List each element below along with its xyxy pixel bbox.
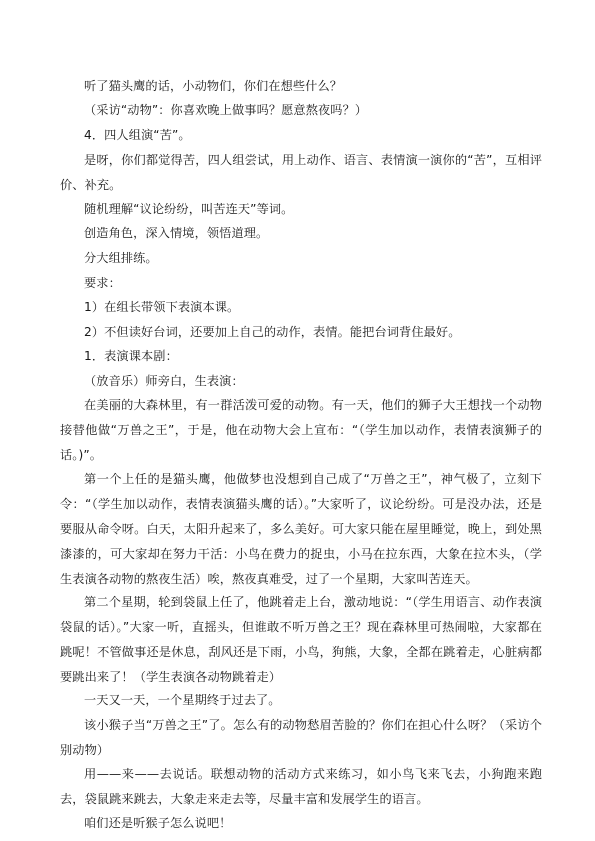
paragraph-12: （放音乐）师旁白，生表演：: [84, 374, 244, 388]
paragraph-3: 4．四人组演“苦”。: [84, 128, 191, 142]
paragraph-2: （采访“动物”：你喜欢晚上做事吗？愿意熬夜吗？）: [84, 103, 368, 117]
paragraph-1: 听了猫头鹰的话，小动物们，你们在想些什么？: [84, 79, 343, 93]
paragraph-15: 第二个星期，轮到袋鼠上任了，他跳着走上台，激动地说：“（学生用语言、动作表演袋鼠的话）。”大家一听，直摇头，但谁敢不听万兽之王？现在森林里可热闹啦，大家都在跳呢！不管做事还是休息，刮风还是下雨，小鸟，狗熊，大象，全都在跳着走，心脏病都要跳出来了！（学生表演各动物跳着走）: [60, 595, 542, 684]
paragraph-6: 创造角色，深入情境，领悟道理。: [84, 226, 269, 240]
paragraph-17: 该小猴子当“万兽之王”了。怎么有的动物愁眉苦脸的？你们在担心什么呀？（采访个别动物）: [60, 718, 542, 757]
paragraph-4: 是呀，你们都觉得苦，四人组尝试，用上动作、语言、表情演一演你的“苦”，互相评价、补充。: [60, 153, 542, 192]
paragraph-11: 1．表演课本剧：: [84, 349, 178, 363]
paragraph-13: 在美丽的大森林里，有一群活泼可爱的动物。有一天，他们的狮子大王想找一个动物接替他做“万兽之王”，于是，他在动物大会上宣布：“（学生加以动作，表情表演狮子的话。)”。: [60, 398, 542, 462]
paragraph-8: 要求：: [84, 276, 121, 290]
paragraph-10: 2）不但读好台词，还要加上自己的动作，表情。能把台词背住最好。: [84, 325, 461, 339]
paragraph-16: 一天又一天，一个星期终于过去了。: [84, 693, 281, 707]
paragraph-7: 分大组排练。: [84, 251, 158, 265]
paragraph-19: 咱们还是听猴子怎么说吧！: [84, 816, 232, 830]
paragraph-9: 1）在组长带领下表演本课。: [84, 300, 240, 314]
paragraph-14: 第一个上任的是猫头鹰，他做梦也没想到自己成了“万兽之王”，神气极了，立刻下令：“（学生加以动作，表情表演猫头鹰的话）。”大家听了，议论纷纷。可是没办法，还是要服从命令呀。白天，太阳升起来了，多么美好。可大家只能在屋里睡觉，晚上，到处黑漆漆的，可大家却在努力干活：小鸟在费力的捉虫，小马在拉东西，大象在拉木头，（学生表演各动物的熬夜生活）唉，熬夜真难受，过了一个星期，大家叫苦连天。: [60, 472, 542, 586]
paragraph-18: 用——来——去说话。联想动物的活动方式来练习，如小鸟飞来飞去，小狗跑来跑去，袋鼠跳来跳去，大象走来走去等，尽量丰富和发展学生的语言。: [60, 767, 542, 806]
paragraph-5: 随机理解“议论纷纷，叫苦连天”等词。: [84, 202, 294, 216]
